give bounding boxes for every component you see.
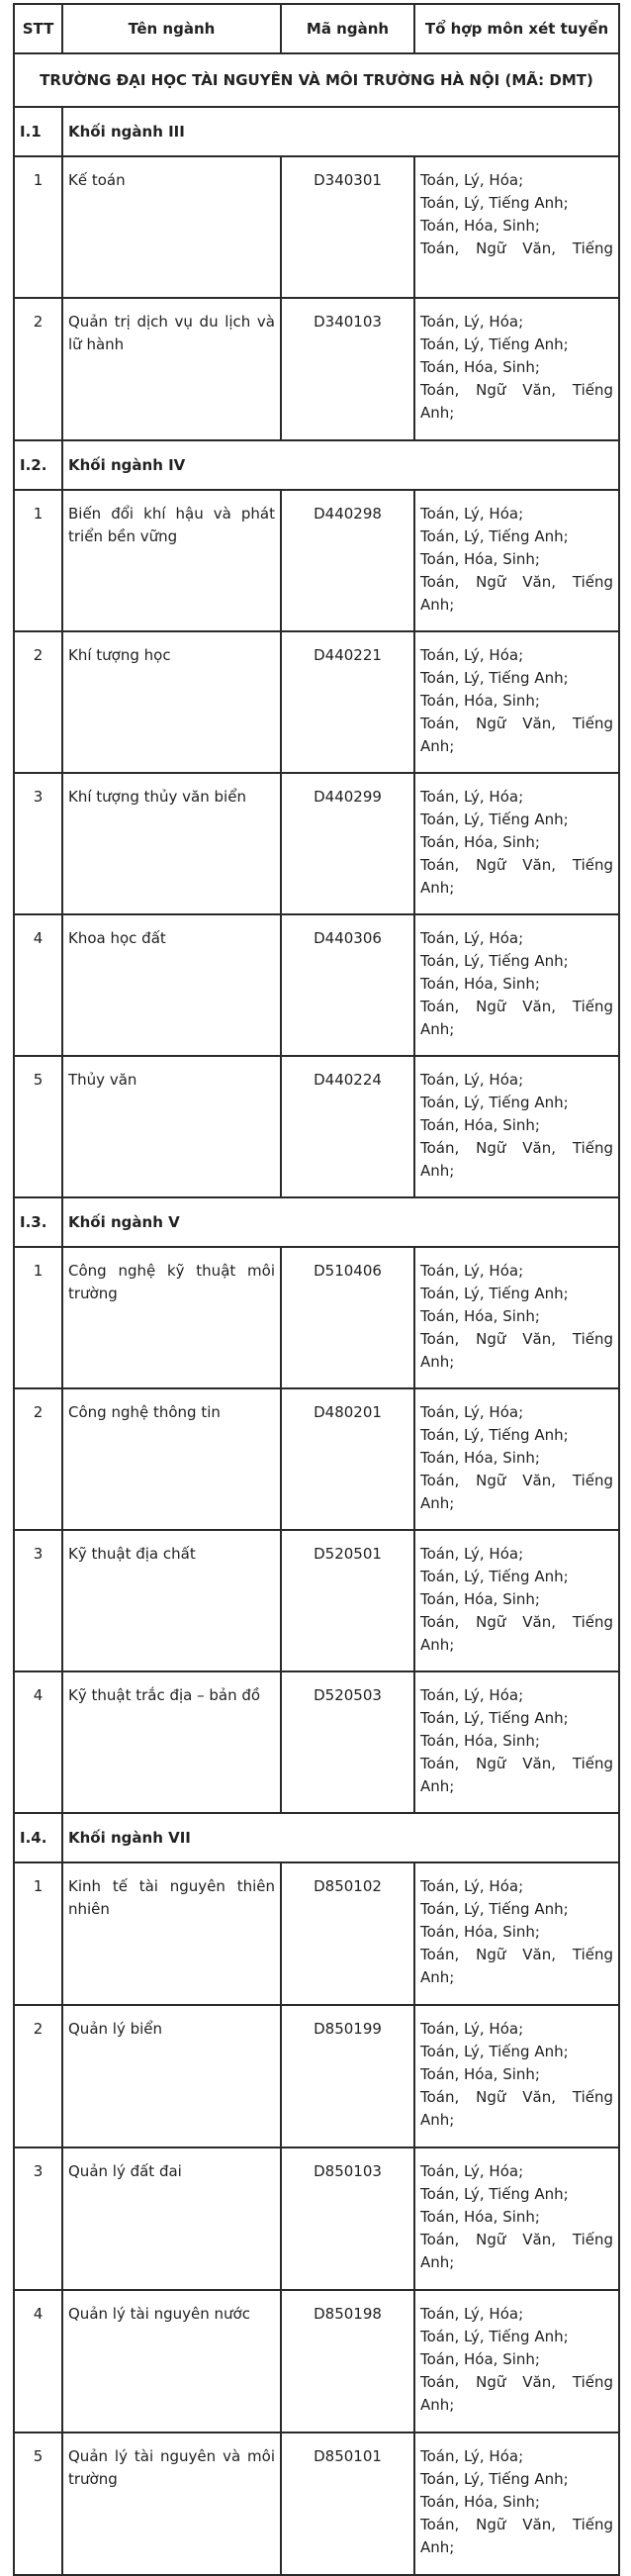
row-major-code: D440306	[281, 914, 414, 1056]
combo-line: Toán, Ngữ Văn, Tiếng	[420, 998, 613, 1015]
table-row	[14, 2433, 619, 2575]
combo-line: Toán, Hóa, Sinh;	[420, 975, 540, 993]
group-code: I.3.	[14, 1197, 62, 1247]
combo-line: Toán, Lý, Tiếng Anh;	[420, 2043, 569, 2060]
combo-line: Toán, Lý, Tiếng Anh;	[420, 1426, 569, 1444]
combo-line: Toán, Ngữ Văn, Tiếng	[420, 2088, 613, 2106]
table-row	[14, 2290, 619, 2433]
combo-line: Toán, Lý, Hóa;	[420, 1262, 524, 1280]
row-stt: 3	[14, 773, 62, 914]
row-combos	[414, 1056, 619, 1197]
row-stt: 2	[14, 1388, 62, 1530]
combo-line: Anh;	[420, 2396, 455, 2414]
combo-line: Anh;	[420, 1636, 455, 1654]
combo-line: Toán, Lý, Hóa;	[420, 1071, 524, 1089]
combo-line: Toán, Ngữ Văn, Tiếng	[420, 856, 613, 874]
group-name: Khối ngành III	[62, 107, 619, 156]
row-combos	[414, 1530, 619, 1671]
header-code: Mã ngành	[281, 4, 414, 53]
group-name: Khối ngành VII	[62, 1813, 619, 1862]
row-major-code: D850103	[281, 2147, 414, 2290]
combo-line: Toán, Lý, Tiếng Anh;	[420, 1285, 569, 1302]
row-major-code: D440298	[281, 490, 414, 631]
row-major-code: D440224	[281, 1056, 414, 1197]
combo-line: Toán, Lý, Tiếng Anh;	[420, 669, 569, 687]
combo-line: Anh;	[420, 1353, 455, 1371]
combo-line: Toán, Ngữ Văn, Tiếng	[420, 1613, 613, 1631]
group-code: I.2.	[14, 440, 62, 490]
row-major-name: Khí tượng học	[62, 631, 281, 773]
admissions-table	[13, 3, 620, 2576]
row-combos	[414, 156, 619, 298]
table-row	[14, 490, 619, 631]
combo-line: Toán, Lý, Hóa;	[420, 313, 524, 331]
combo-line: Toán, Hóa, Sinh;	[420, 1116, 540, 1134]
combo-line: Toán, Lý, Tiếng Anh;	[420, 811, 569, 828]
combo-line: Toán, Lý, Hóa;	[420, 2020, 524, 2038]
combo-line: Toán, Ngữ Văn, Tiếng	[420, 1946, 613, 1963]
combo-line: Toán, Lý, Hóa;	[420, 171, 524, 189]
row-combos	[414, 1247, 619, 1388]
header-row	[14, 4, 619, 53]
combo-line: Anh;	[420, 879, 455, 897]
combo-line: Toán, Lý, Hóa;	[420, 505, 524, 523]
table-row	[14, 2005, 619, 2147]
combo-line: Toán, Ngữ Văn, Tiếng	[420, 1139, 613, 1157]
row-major-name: Quản lý tài nguyên nước	[62, 2290, 281, 2433]
table-row	[14, 1247, 619, 1388]
combo-line: Toán, Lý, Hóa;	[420, 929, 524, 947]
combo-line: Toán, Ngữ Văn, Tiếng	[420, 715, 613, 732]
combo-line: Toán, Lý, Hóa;	[420, 2305, 524, 2323]
combo-line: Toán, Lý, Hóa;	[420, 646, 524, 664]
combo-line: Anh;	[420, 1968, 455, 1986]
combo-line: Toán, Ngữ Văn, Tiếng	[420, 1755, 613, 1772]
combo-line: Toán, Hóa, Sinh;	[420, 2493, 540, 2511]
row-major-code: D440221	[281, 631, 414, 773]
row-major-name: Thủy văn	[62, 1056, 281, 1197]
row-stt: 4	[14, 914, 62, 1056]
header-name: Tên ngành	[62, 4, 281, 53]
row-major-name: Quản trị dịch vụ du lịch và lữ hành	[62, 298, 281, 440]
row-combos	[414, 2147, 619, 2290]
combo-line: Toán, Hóa, Sinh;	[420, 1732, 540, 1750]
row-combos	[414, 773, 619, 914]
row-stt: 5	[14, 1056, 62, 1197]
table-row	[14, 156, 619, 298]
row-combos	[414, 1671, 619, 1813]
combo-line: Toán, Hóa, Sinh;	[420, 2208, 540, 2226]
row-combos	[414, 2433, 619, 2575]
table-row	[14, 914, 619, 1056]
combo-line: Toán, Hóa, Sinh;	[420, 1923, 540, 1941]
combo-line: Anh;	[420, 1162, 455, 1180]
combo-line: Toán, Ngữ Văn, Tiếng	[420, 1330, 613, 1348]
row-major-code: D440299	[281, 773, 414, 914]
combo-line: Toán, Hóa, Sinh;	[420, 1307, 540, 1325]
combo-line: Toán, Ngữ Văn, Tiếng	[420, 1472, 613, 1489]
combo-line: Toán, Lý, Hóa;	[420, 1877, 524, 1895]
combo-line: Toán, Ngữ Văn, Tiếng	[420, 2231, 613, 2248]
combo-line: Anh;	[420, 2253, 455, 2271]
combo-line: Toán, Lý, Hóa;	[420, 788, 524, 806]
combo-line: Anh;	[420, 404, 455, 422]
combo-line: Toán, Hóa, Sinh;	[420, 2065, 540, 2083]
combo-line: Anh;	[420, 1777, 455, 1795]
group-row	[14, 107, 619, 156]
combo-line: Toán, Hóa, Sinh;	[420, 692, 540, 710]
row-major-name: Khoa học đất	[62, 914, 281, 1056]
row-combos	[414, 2005, 619, 2147]
table-row	[14, 1862, 619, 2005]
combo-line: Toán, Hóa, Sinh;	[420, 1449, 540, 1467]
row-combos	[414, 2290, 619, 2433]
school-title: TRƯỜNG ĐẠI HỌC TÀI NGUYÊN VÀ MÔI TRƯỜNG HÀ NỘI (MÃ: DMT)	[14, 53, 619, 107]
row-major-name: Công nghệ kỹ thuật môi trường	[62, 1247, 281, 1388]
combo-line: Toán, Lý, Tiếng Anh;	[420, 1094, 569, 1111]
row-major-name: Quản lý biển	[62, 2005, 281, 2147]
row-major-code: D850199	[281, 2005, 414, 2147]
combo-line: Anh;	[420, 1020, 455, 1038]
row-major-name: Kỹ thuật trắc địa – bản đồ	[62, 1671, 281, 1813]
row-combos	[414, 914, 619, 1056]
combo-line: Toán, Lý, Hóa;	[420, 1545, 524, 1563]
combo-line: Toán, Lý, Hóa;	[420, 1686, 524, 1704]
combo-line: Toán, Lý, Tiếng Anh;	[420, 1900, 569, 1918]
combo-line: Toán, Lý, Hóa;	[420, 2162, 524, 2180]
combo-line: Toán, Hóa, Sinh;	[420, 550, 540, 568]
table-row	[14, 631, 619, 773]
combo-line: Toán, Ngữ Văn, Tiếng	[420, 573, 613, 591]
row-major-code: D850198	[281, 2290, 414, 2433]
group-code: I.4.	[14, 1813, 62, 1862]
combo-line: Anh;	[420, 596, 455, 614]
combo-line: Toán, Lý, Tiếng Anh;	[420, 335, 569, 353]
combo-line: Toán, Hóa, Sinh;	[420, 1590, 540, 1608]
row-stt: 1	[14, 1247, 62, 1388]
combo-line: Toán, Lý, Hóa;	[420, 2447, 524, 2465]
row-stt: 4	[14, 2290, 62, 2433]
combo-line: Toán, Lý, Tiếng Anh;	[420, 2328, 569, 2345]
table-row	[14, 2147, 619, 2290]
group-row	[14, 1813, 619, 1862]
school-title-row	[14, 53, 619, 107]
header-stt: STT	[14, 4, 62, 53]
group-name: Khối ngành V	[62, 1197, 619, 1247]
row-combos	[414, 1862, 619, 2005]
combo-line: Toán, Ngữ Văn, Tiếng	[420, 239, 613, 257]
row-major-code: D850101	[281, 2433, 414, 2575]
row-major-code: D480201	[281, 1388, 414, 1530]
combo-line: Toán, Hóa, Sinh;	[420, 833, 540, 851]
row-major-name: Khí tượng thủy văn biển	[62, 773, 281, 914]
row-stt: 4	[14, 1671, 62, 1813]
row-combos	[414, 490, 619, 631]
row-major-name: Biến đổi khí hậu và phát triển bền vững	[62, 490, 281, 631]
table-body	[14, 53, 619, 2575]
row-major-code: D510406	[281, 1247, 414, 1388]
row-major-name: Công nghệ thông tin	[62, 1388, 281, 1530]
row-major-name: Kế toán	[62, 156, 281, 298]
combo-line: Toán, Lý, Tiếng Anh;	[420, 1709, 569, 1727]
combo-line: Toán, Lý, Tiếng Anh;	[420, 527, 569, 545]
table-row	[14, 1056, 619, 1197]
combo-line: Anh;	[420, 2111, 455, 2129]
row-combos	[414, 631, 619, 773]
row-stt: 3	[14, 1530, 62, 1671]
combo-line: Anh;	[420, 2538, 455, 2556]
combo-line: Toán, Hóa, Sinh;	[420, 2350, 540, 2368]
group-code: I.1	[14, 107, 62, 156]
table-row	[14, 1530, 619, 1671]
row-stt: 5	[14, 2433, 62, 2575]
combo-line: Toán, Lý, Tiếng Anh;	[420, 2470, 569, 2488]
combo-line: Toán, Hóa, Sinh;	[420, 358, 540, 376]
combo-line: Toán, Lý, Tiếng Anh;	[420, 952, 569, 970]
combo-line: Toán, Lý, Tiếng Anh;	[420, 2185, 569, 2203]
row-combos	[414, 298, 619, 440]
combo-line: Toán, Ngữ Văn, Tiếng	[420, 381, 613, 399]
group-name: Khối ngành IV	[62, 440, 619, 490]
row-stt: 2	[14, 631, 62, 773]
combo-line: Anh;	[420, 737, 455, 755]
row-major-name: Kỹ thuật địa chất	[62, 1530, 281, 1671]
row-stt: 1	[14, 1862, 62, 2005]
row-major-name: Quản lý đất đai	[62, 2147, 281, 2290]
combo-line: Anh;	[420, 1494, 455, 1512]
row-major-code: D520503	[281, 1671, 414, 1813]
table-row	[14, 773, 619, 914]
row-major-code: D520501	[281, 1530, 414, 1671]
table-row	[14, 298, 619, 440]
row-stt: 1	[14, 490, 62, 631]
row-combos	[414, 1388, 619, 1530]
combo-line: Toán, Ngữ Văn, Tiếng	[420, 2516, 613, 2533]
header-combos: Tổ hợp môn xét tuyển	[414, 4, 619, 53]
table-row	[14, 1671, 619, 1813]
combo-line: Toán, Lý, Tiếng Anh;	[420, 1568, 569, 1585]
group-row	[14, 1197, 619, 1247]
row-stt: 2	[14, 298, 62, 440]
combo-line: Toán, Ngữ Văn, Tiếng	[420, 2373, 613, 2391]
row-major-code: D340301	[281, 156, 414, 298]
row-major-name: Kinh tế tài nguyên thiên nhiên	[62, 1862, 281, 2005]
row-stt: 2	[14, 2005, 62, 2147]
row-stt: 1	[14, 156, 62, 298]
row-stt: 3	[14, 2147, 62, 2290]
combo-line: Toán, Hóa, Sinh;	[420, 217, 540, 235]
row-major-name: Quản lý tài nguyên và môi trường	[62, 2433, 281, 2575]
combo-line: Toán, Lý, Tiếng Anh;	[420, 194, 569, 212]
table-row	[14, 1388, 619, 1530]
row-major-code: D850102	[281, 1862, 414, 2005]
row-major-code: D340103	[281, 298, 414, 440]
group-row	[14, 440, 619, 490]
combo-line: Toán, Lý, Hóa;	[420, 1403, 524, 1421]
